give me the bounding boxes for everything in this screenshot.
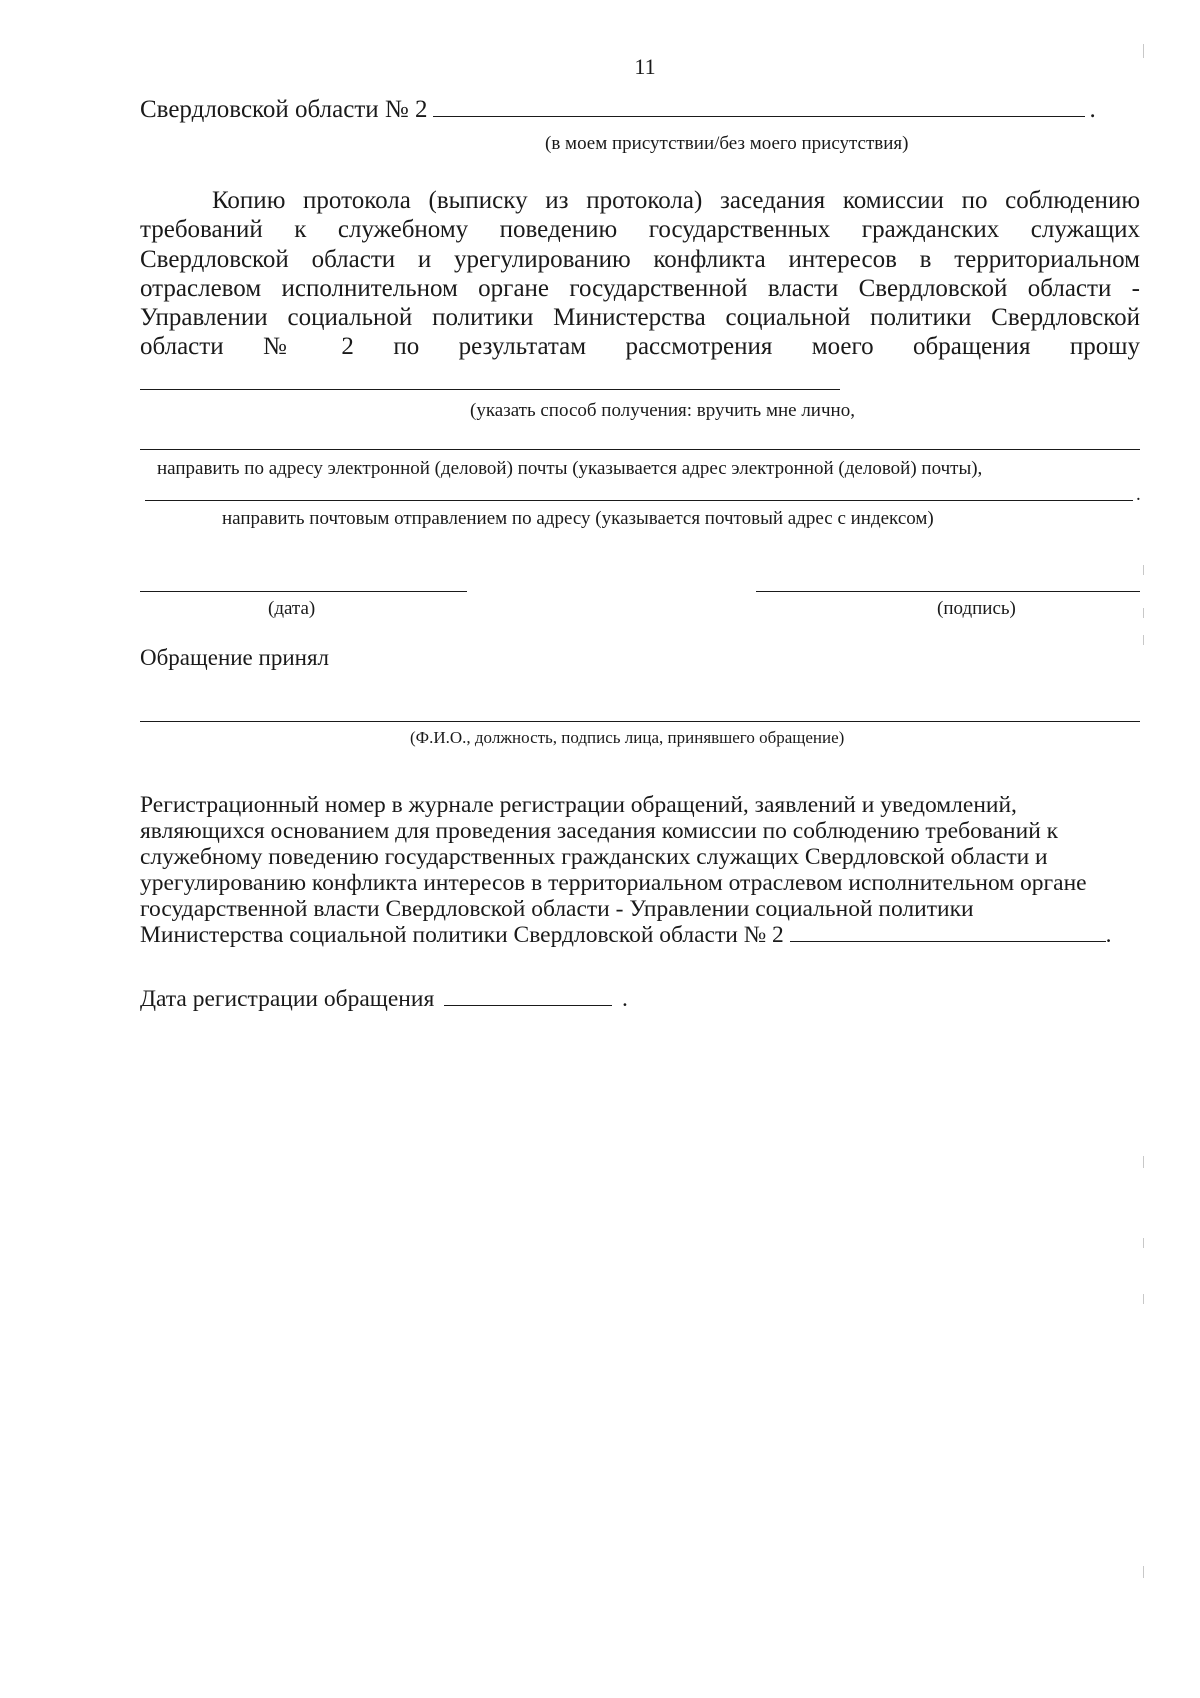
method-blank-line-2[interactable]	[140, 449, 1140, 450]
registration-date-blank[interactable]	[444, 987, 612, 1006]
registration-line-4: урегулированию конфликта интересов в территориальном отраслевом исполнительном органе	[140, 870, 1087, 896]
registration-line-6-text: Министерства социальной политики Свердловской области № 2	[140, 922, 784, 948]
request-line-2: требований к служебному поведению государственных гражданских служащих	[140, 216, 1140, 244]
method-blank-line[interactable]	[140, 389, 840, 390]
signature-blank-line[interactable]	[756, 591, 1140, 592]
email-blank-line[interactable]	[145, 500, 1133, 501]
scan-edge-mark	[1143, 1238, 1144, 1248]
registration-line-1: Регистрационный номер в журнале регистрации обращений, заявлений и уведомлений,	[140, 792, 1017, 818]
request-line-4: отраслевом исполнительном органе государственной власти Свердловской области -	[140, 274, 1140, 302]
accepted-label: Обращение принял	[140, 645, 329, 670]
scan-edge-mark	[1143, 1156, 1144, 1168]
request-line-5: Управлении социальной политики Министерства социальной политики Свердловской	[140, 304, 1140, 332]
registration-line-3: служебному поведению государственных гражданских служащих Свердловской области и	[140, 844, 1048, 870]
caption-method: (указать способ получения: вручить мне лично,	[470, 400, 855, 421]
registration-line-5: государственной власти Свердловской области - Управлении социальной политики	[140, 896, 974, 922]
request-line-6: области № 2 по результатам рассмотрения моего обращения прошу	[140, 333, 1140, 361]
header-line	[140, 96, 1140, 124]
request-paragraph	[140, 186, 1140, 362]
caption-email-end: .	[1136, 484, 1141, 505]
caption-date: (дата)	[268, 598, 316, 619]
header-line-end: .	[1089, 96, 1096, 123]
caption-email: направить по адресу электронной (деловой) почты (указывается адрес электронной (деловой) почты),	[157, 458, 983, 479]
registration-date-end: .	[622, 986, 628, 1012]
request-line-1: Копию протокола (выписку из протокола) заседания комиссии по соблюдению	[212, 187, 1140, 214]
registration-date-label: Дата регистрации обращения	[140, 986, 435, 1012]
registration-line-2: являющихся основанием для проведения заседания комиссии по соблюдению требований к	[140, 818, 1059, 844]
scan-edge-mark	[1143, 635, 1144, 645]
header-line-blank[interactable]	[433, 115, 1085, 117]
scan-edge-mark	[1143, 1294, 1144, 1304]
scan-edge-mark	[1143, 44, 1144, 58]
scan-edge-mark	[1143, 565, 1144, 575]
registration-date-line	[140, 986, 628, 1013]
caption-presence: (в моем присутствии/без моего присутствия)	[545, 133, 909, 154]
date-blank-line[interactable]	[140, 591, 467, 592]
caption-signature: (подпись)	[937, 598, 1016, 619]
registration-line-6-end: .	[1105, 922, 1112, 948]
receiver-blank-line[interactable]	[140, 721, 1140, 722]
registration-line-6	[140, 922, 1140, 948]
scan-edge-mark	[1143, 608, 1144, 618]
page-number: 11	[634, 54, 656, 79]
caption-postal: направить почтовым отправлением по адресу (указывается почтовый адрес с индексом)	[222, 508, 934, 529]
request-line-3: Свердловской области и урегулированию конфликта интересов в территориальном	[140, 245, 1140, 273]
registration-number-blank[interactable]	[790, 923, 1106, 942]
registration-paragraph	[140, 792, 1140, 948]
header-line-text: Свердловской области № 2	[140, 96, 428, 123]
caption-receiver: (Ф.И.О., должность, подпись лица, принявшего обращение)	[410, 728, 845, 747]
scan-edge-mark	[1143, 1566, 1144, 1578]
